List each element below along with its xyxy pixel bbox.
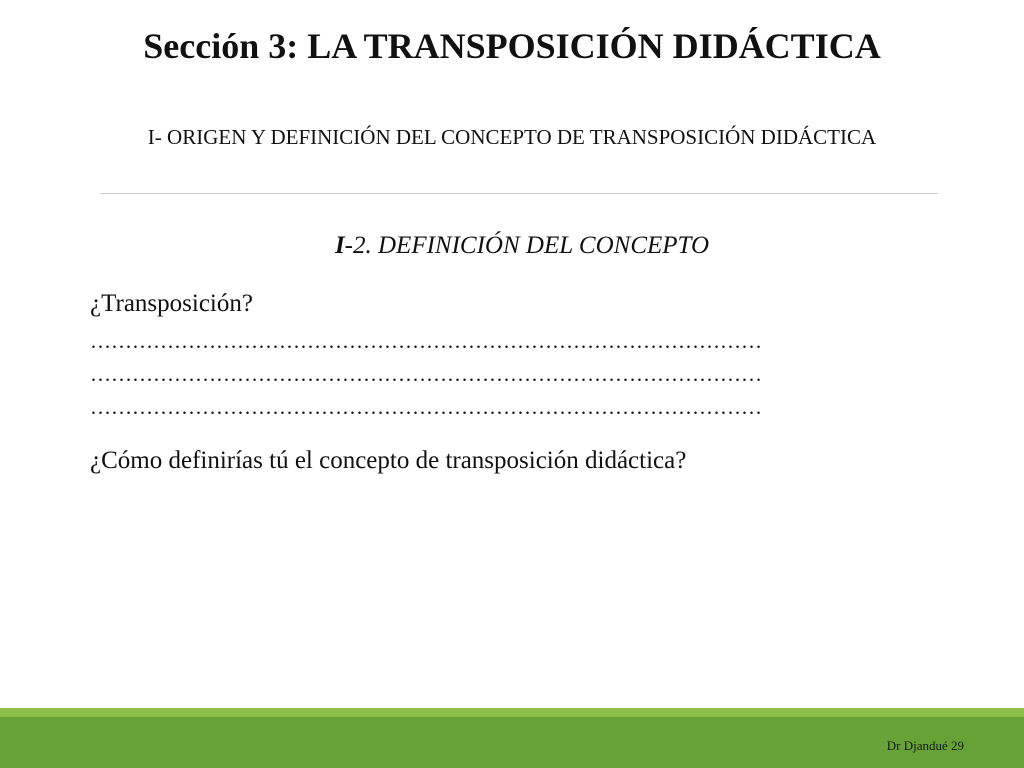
subheading-text: -2. DEFINICIÓN DEL CONCEPTO [344,232,710,259]
subheading [0,231,1024,261]
footer-band [0,717,1024,768]
divider [100,193,938,194]
answer-dotted-line: …………………………………………………………………………………… [90,329,762,353]
footer-band-light [0,708,1024,717]
answer-dotted-line: …………………………………………………………………………………… [90,362,762,386]
answer-dotted-line: …………………………………………………………………………………… [90,395,762,419]
question-transposition: ¿Transposición? [90,290,253,317]
subheading-lead: I [334,232,345,259]
question-definition: ¿Cómo definirías tú el concepto de transposición didáctica? [90,447,687,474]
slide-title: Sección 3: LA TRANSPOSICIÓN DIDÁCTICA [143,26,881,66]
footer-author-page: Dr Djandué 29 [886,738,964,753]
section-heading: I- ORIGEN Y DEFINICIÓN DEL CONCEPTO DE TRANSPOSICIÓN DIDÁCTICA [147,125,877,149]
